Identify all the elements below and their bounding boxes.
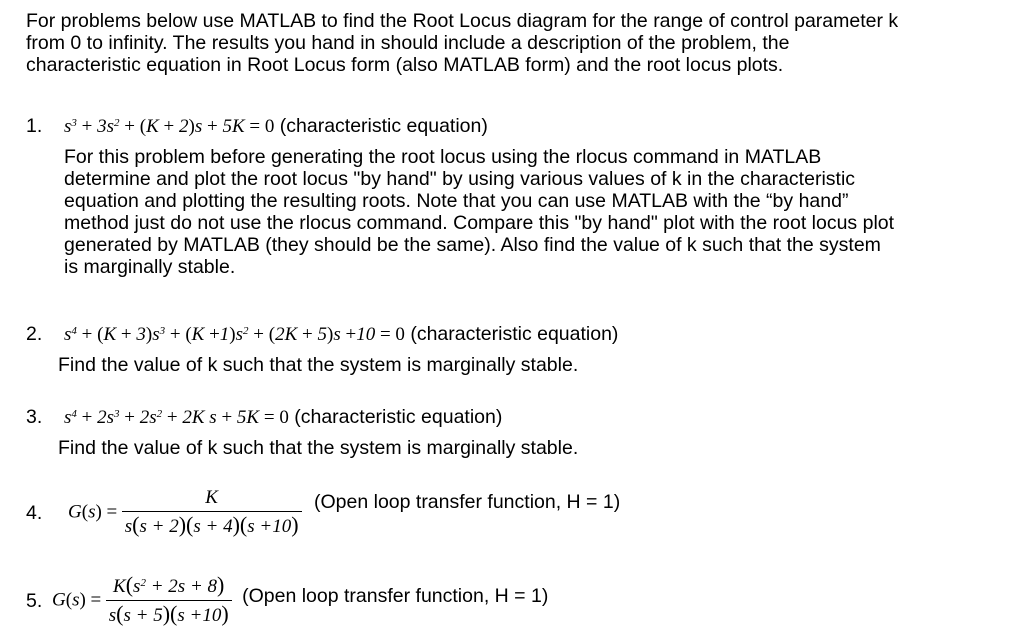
problem-1-desc-line: determine and plot the root locus "by hand" by using various values of k in the characteristic — [64, 168, 856, 190]
problem-1-equation: $s^3 + 3s^2 + (K + 2)s + 5K = 0$ — [64, 116, 275, 137]
problem-5-line — [26, 574, 548, 627]
problem-1-desc-line: generated by MATLAB (they should be the same). Also find the value of k such that the system — [64, 234, 881, 256]
problem-4-numerator: K — [122, 487, 302, 512]
problem-1-desc-line: equation and plotting the resulting roots. Note that you can use MATLAB with the “by hand” — [64, 190, 849, 212]
problem-1-equation-line — [26, 114, 488, 139]
problem-3-number: 3. — [26, 406, 43, 428]
problem-5-fraction — [106, 574, 232, 627]
problem-3-equation-line — [26, 405, 502, 430]
problem-3-label: (characteristic equation) — [294, 406, 503, 428]
problem-2-equation: $s^4 + (K + 3)s^3 + (K +1)s^2 + (2K + 5)s +10 = 0$ — [64, 324, 405, 345]
problem-4-line — [26, 487, 620, 538]
problem-3-equation: $s^4 + 2s^3 + 2s^2 + 2K$ s + 5K = 0 — [64, 407, 289, 428]
problem-4-denominator: s(s + 2)(s + 4)(s +10) — [124, 512, 299, 537]
intro-line-1: For problems below use MATLAB to find the Root Locus diagram for the range of control parameter k — [26, 10, 899, 32]
problem-5-number: 5. — [26, 589, 43, 612]
problem-5-numerator: $K(s^2 + 2s + 8)$ — [106, 574, 232, 601]
problem-5-denominator: s(s + 5)(s +10) — [108, 601, 229, 626]
intro-line-2: from 0 to infinity. The results you hand in should include a description of the problem, the — [26, 32, 790, 54]
problem-1-description — [64, 146, 894, 278]
problem-4-fraction — [122, 487, 302, 538]
problem-1-number: 1. — [26, 115, 43, 137]
problem-4-label: (Open loop transfer function, H = 1) — [314, 491, 621, 513]
intro-line-3: characteristic equation in Root Locus form (also MATLAB form) and the root locus plots. — [26, 54, 784, 76]
problem-2-description — [58, 354, 578, 376]
problem-1-label: (characteristic equation) — [279, 115, 488, 137]
problem-1-desc-line: For this problem before generating the root locus using the rlocus command in MATLAB — [64, 146, 822, 168]
problem-4-number: 4. — [26, 501, 43, 524]
problem-2-label: (characteristic equation) — [410, 323, 619, 345]
problem-1-desc-line: is marginally stable. — [64, 256, 236, 278]
problem-1-desc-line: method just do not use the rlocus command. Compare this "by hand" plot with the root locus plot — [64, 212, 895, 234]
problem-5-gs: G(s) = — [52, 589, 102, 611]
problem-2-equation-line — [26, 322, 618, 347]
problem-3-description — [58, 437, 578, 459]
problem-2-number: 2. — [26, 323, 43, 345]
intro-paragraph — [26, 10, 1016, 76]
problem-5-label: (Open loop transfer function, H = 1) — [242, 585, 549, 607]
problem-3-desc-line: Find the value of k such that the system is marginally stable. — [58, 437, 579, 459]
problem-4-gs: G(s) = — [68, 501, 118, 523]
problem-2-desc-line: Find the value of k such that the system is marginally stable. — [58, 354, 579, 376]
